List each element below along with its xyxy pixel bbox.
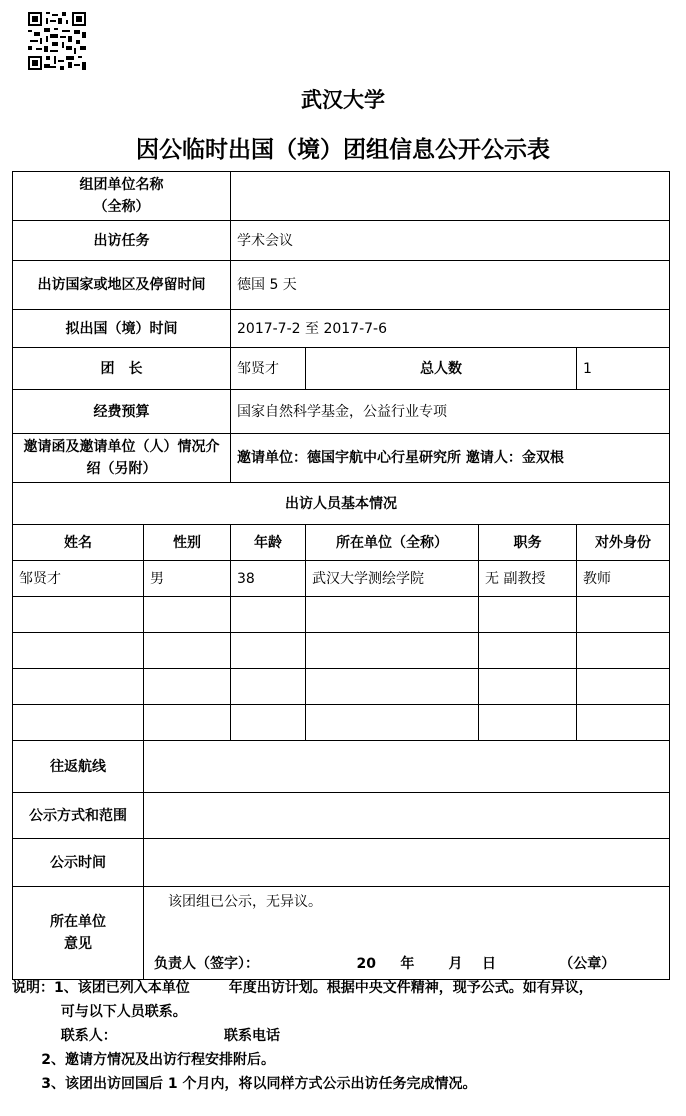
col-header-name: 姓名 <box>13 525 144 561</box>
member-unit <box>306 597 479 633</box>
col-header-age: 年龄 <box>231 525 306 561</box>
member-identity <box>577 633 670 669</box>
member-age <box>231 705 306 741</box>
group-unit-value <box>231 172 670 221</box>
publicity-time-label: 公示时间 <box>13 839 144 887</box>
qr-code-icon <box>28 12 86 70</box>
member-position: 无 副教授 <box>479 561 577 597</box>
country-value: 德国 5 天 <box>231 261 670 310</box>
date-value: 2017-7-2 至 2017-7-6 <box>231 310 670 348</box>
route-label: 往返航线 <box>13 741 144 793</box>
member-identity <box>577 705 670 741</box>
member-name: 邹贤才 <box>13 561 144 597</box>
member-gender <box>144 705 231 741</box>
member-unit: 武汉大学测绘学院 <box>306 561 479 597</box>
budget-label: 经费预算 <box>13 390 231 434</box>
member-age <box>231 669 306 705</box>
member-position <box>479 597 577 633</box>
member-position <box>479 669 577 705</box>
member-unit <box>306 633 479 669</box>
note-line: 联系人： 联系电话 <box>12 1028 280 1044</box>
opinion-text: 该团组已公示，无异议。 <box>168 894 322 910</box>
note-line: 3、该团出访回国后 1 个月内，将以同样方式公示出访任务完成情况。 <box>12 1076 477 1092</box>
budget-value: 国家自然科学基金，公益行业专项 <box>231 390 670 434</box>
member-identity <box>577 597 670 633</box>
note-line: 说明：1、该团已列入本单位 年度出访计划。根据中央文件精神，现予公式。如有异议， <box>12 980 593 996</box>
publicity-value <box>144 793 670 839</box>
member-position <box>479 705 577 741</box>
form-title: 因公临时出国（境）团组信息公开公示表 <box>136 137 550 163</box>
col-header-gender: 性别 <box>144 525 231 561</box>
col-header-identity: 对外身份 <box>577 525 670 561</box>
total-label: 总人数 <box>306 348 577 390</box>
member-age: 38 <box>231 561 306 597</box>
opinion-label: 所在单位 意见 <box>13 887 144 980</box>
note-line: 可与以下人员联系。 <box>12 1004 187 1020</box>
col-header-position: 职务 <box>479 525 577 561</box>
table-row <box>13 633 670 669</box>
members-section-title: 出访人员基本情况 <box>13 483 670 525</box>
task-label: 出访任务 <box>13 221 231 261</box>
notes-section <box>12 976 669 1096</box>
member-name <box>13 597 144 633</box>
route-value <box>144 741 670 793</box>
total-value: 1 <box>577 348 670 390</box>
member-age <box>231 597 306 633</box>
invite-label: 邀请函及邀请单位（人）情况介绍（另附） <box>13 434 231 483</box>
member-name <box>13 633 144 669</box>
col-header-unit: 所在单位（全称） <box>306 525 479 561</box>
table-row <box>13 705 670 741</box>
note-line: 2、邀请方情况及出访行程安排附后。 <box>12 1052 275 1068</box>
table-row <box>13 597 670 633</box>
table-row <box>13 669 670 705</box>
signature-line: 负责人（签字）： 20 年 月 日 （公章） <box>154 956 616 972</box>
leader-label: 团 长 <box>13 348 231 390</box>
task-value: 学术会议 <box>231 221 670 261</box>
university-title: 武汉大学 <box>301 88 385 112</box>
member-unit <box>306 705 479 741</box>
leader-value: 邹贤才 <box>231 348 306 390</box>
member-gender <box>144 597 231 633</box>
publicity-label: 公示方式和范围 <box>13 793 144 839</box>
member-identity: 教师 <box>577 561 670 597</box>
opinion-cell <box>144 887 670 980</box>
member-unit <box>306 669 479 705</box>
publicity-time-value <box>144 839 670 887</box>
member-gender: 男 <box>144 561 231 597</box>
member-age <box>231 633 306 669</box>
member-name <box>13 705 144 741</box>
invite-value: 邀请单位：德国宇航中心行星研究所 邀请人：金双根 <box>231 434 670 483</box>
table-row <box>13 561 670 597</box>
date-label: 拟出国（境）时间 <box>13 310 231 348</box>
member-position <box>479 633 577 669</box>
member-gender <box>144 669 231 705</box>
country-label: 出访国家或地区及停留时间 <box>13 261 231 310</box>
member-name <box>13 669 144 705</box>
info-form-table <box>12 171 670 980</box>
member-identity <box>577 669 670 705</box>
member-gender <box>144 633 231 669</box>
group-unit-label: 组团单位名称 （全称） <box>13 172 231 221</box>
